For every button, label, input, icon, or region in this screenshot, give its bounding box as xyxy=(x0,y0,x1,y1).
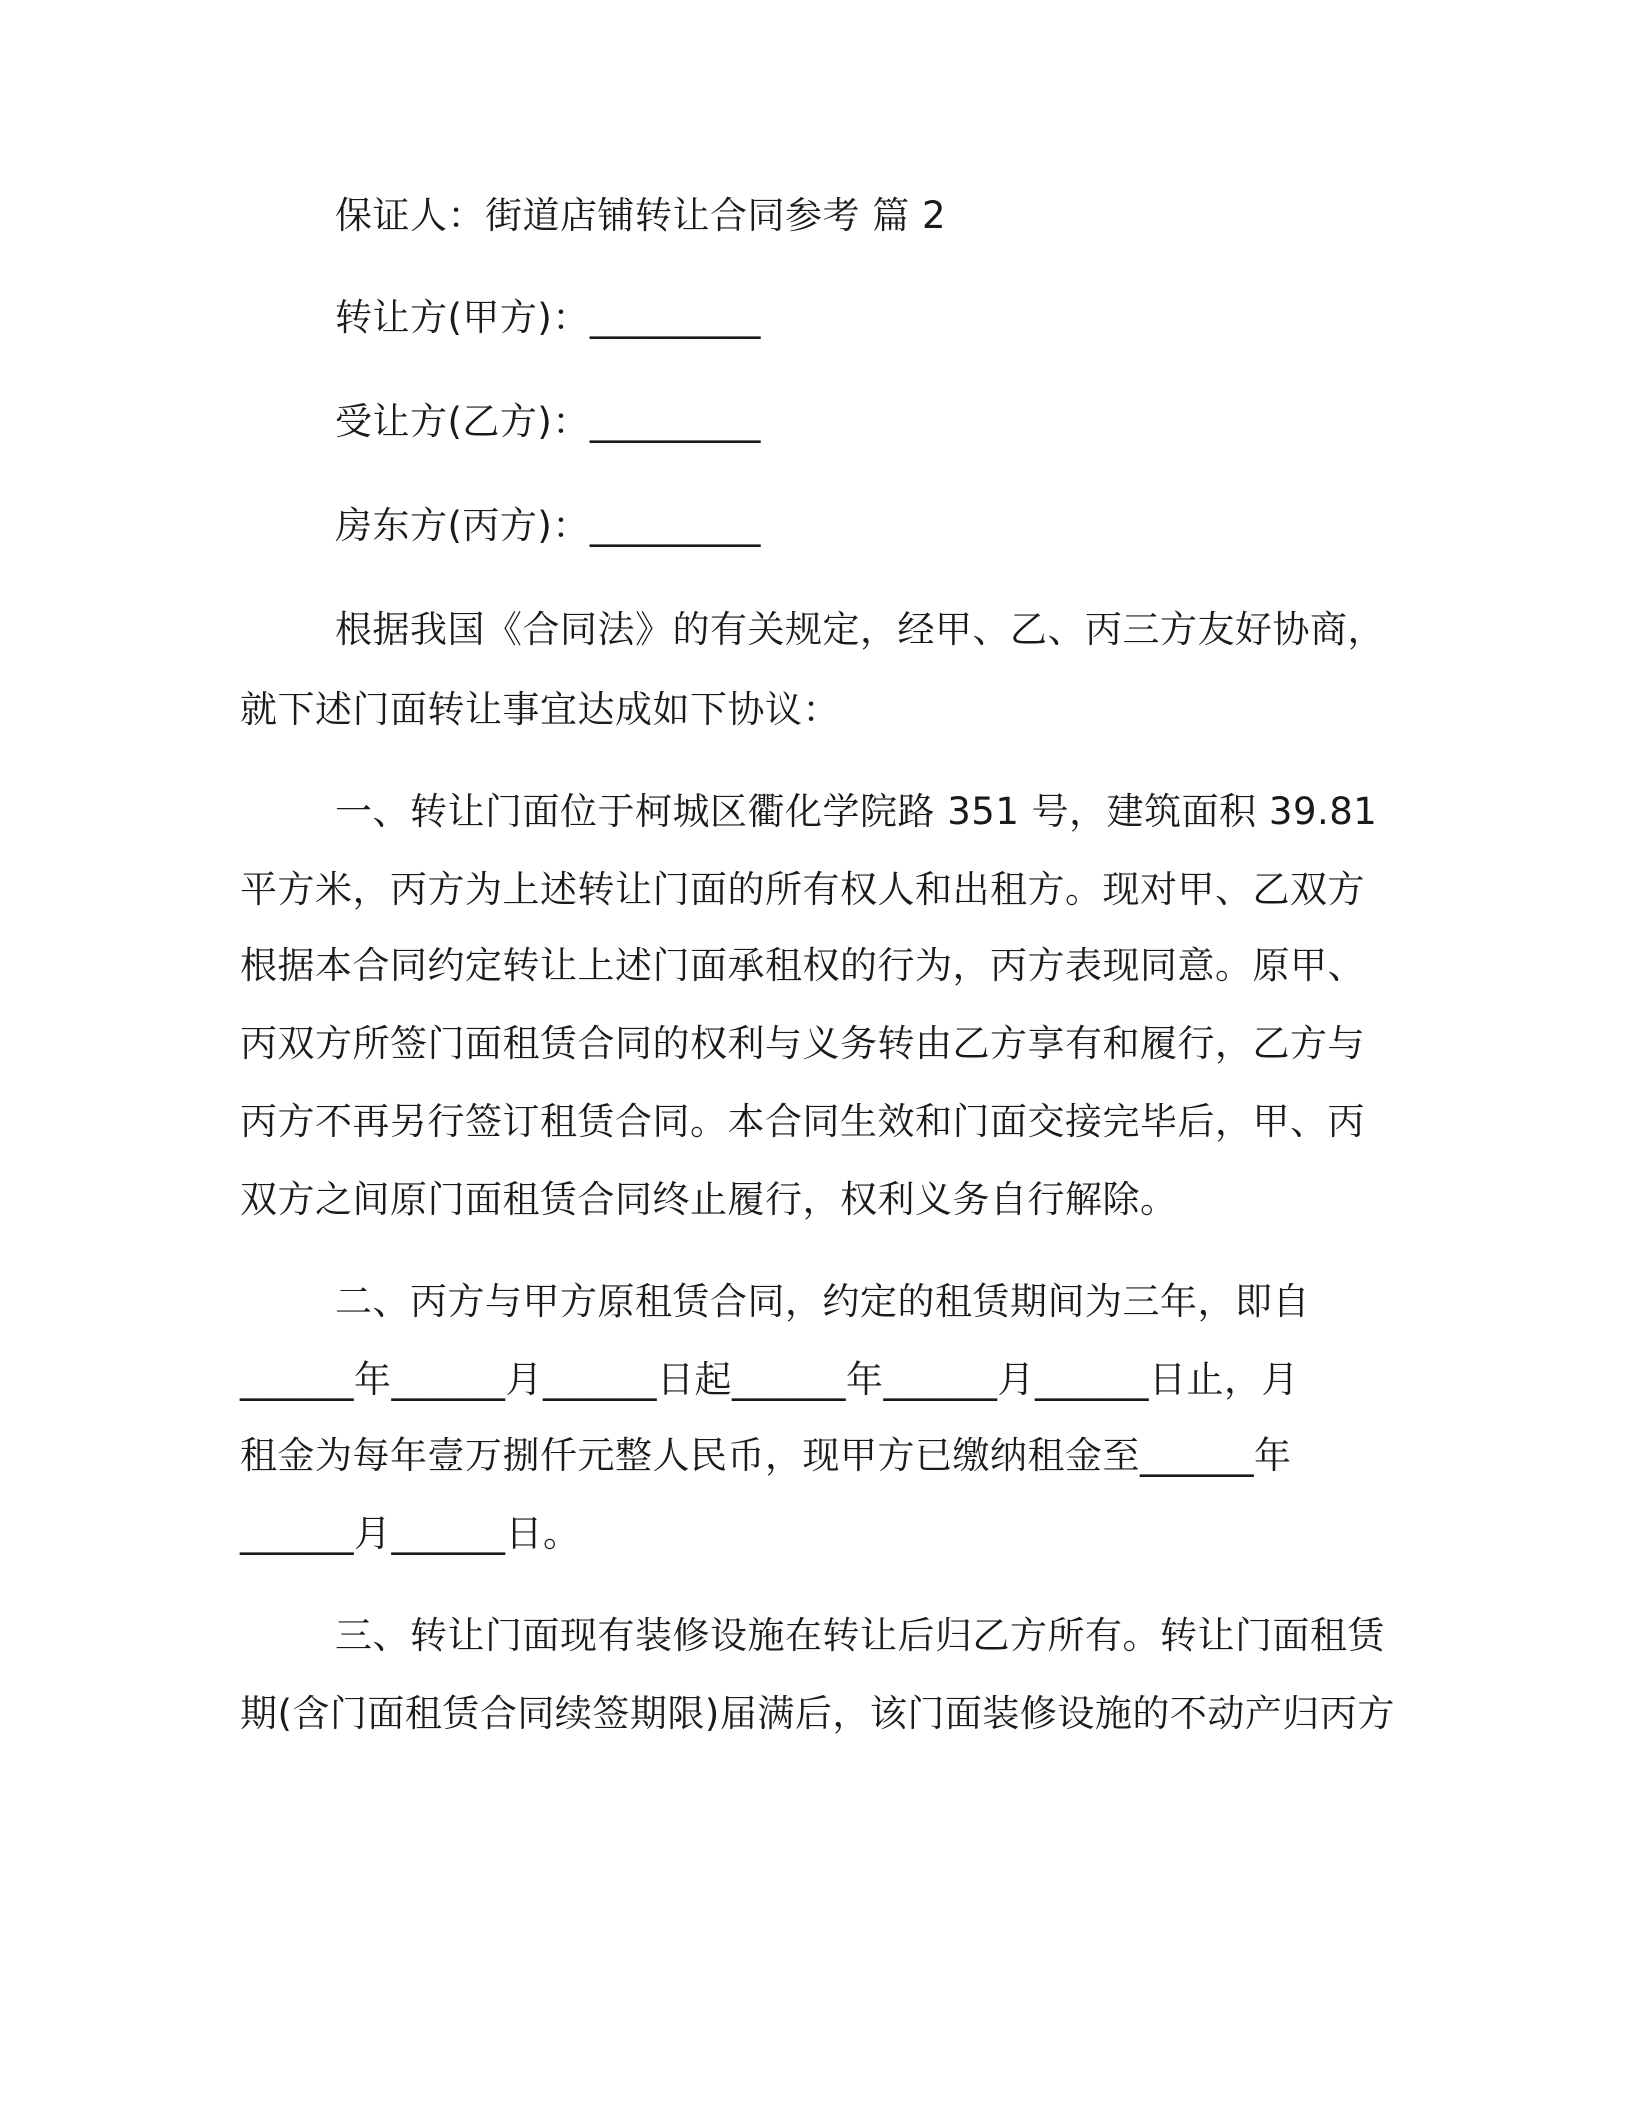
clause2-line-3: 租金为每年壹万捌仟元整人民币，现甲方已缴纳租金至______年 xyxy=(240,1434,1292,1477)
clause3-line-2: 期(含门面租赁合同续签期限)届满后，该门面装修设施的不动产归丙方 xyxy=(240,1692,1395,1735)
clause1-line-4: 丙双方所签门面租赁合同的权利与义务转由乙方享有和履行，乙方与 xyxy=(240,1022,1365,1065)
clause3-line-1: 三、转让门面现有装修设施在转让后归乙方所有。转让门面租赁 xyxy=(335,1614,1385,1657)
clause2-line-2: ______年______月______日起______年______月______日止，月 xyxy=(240,1358,1299,1401)
clause1-line-2: 平方米，丙方为上述转让门面的所有权人和出租方。现对甲、乙双方 xyxy=(240,868,1365,911)
clause1-line-5: 丙方不再另行签订租赁合同。本合同生效和门面交接完毕后，甲、丙 xyxy=(240,1100,1365,1143)
clause2-line-1: 二、丙方与甲方原租赁合同，约定的租赁期间为三年，即自 xyxy=(335,1280,1310,1323)
party-landlord-line: 房东方(丙方)：_________ xyxy=(335,504,761,547)
preamble-line-1: 根据我国《合同法》的有关规定，经甲、乙、丙三方友好协商， xyxy=(335,608,1385,651)
party-transferor-line: 转让方(甲方)：_________ xyxy=(335,296,761,339)
clause1-line-1: 一、转让门面位于柯城区衢化学院路 351 号，建筑面积 39.81 xyxy=(335,790,1378,833)
preamble-line-2: 就下述门面转让事宜达成如下协议： xyxy=(240,688,840,731)
document-heading: 保证人：街道店铺转让合同参考 篇 2 xyxy=(335,194,947,237)
clause2-line-4: ______月______日。 xyxy=(240,1512,581,1555)
party-transferee-line: 受让方(乙方)：_________ xyxy=(335,400,761,443)
clause1-line-3: 根据本合同约定转让上述门面承租权的行为，丙方表现同意。原甲、 xyxy=(240,944,1365,987)
clause1-line-6: 双方之间原门面租赁合同终止履行，权利义务自行解除。 xyxy=(240,1178,1178,1221)
